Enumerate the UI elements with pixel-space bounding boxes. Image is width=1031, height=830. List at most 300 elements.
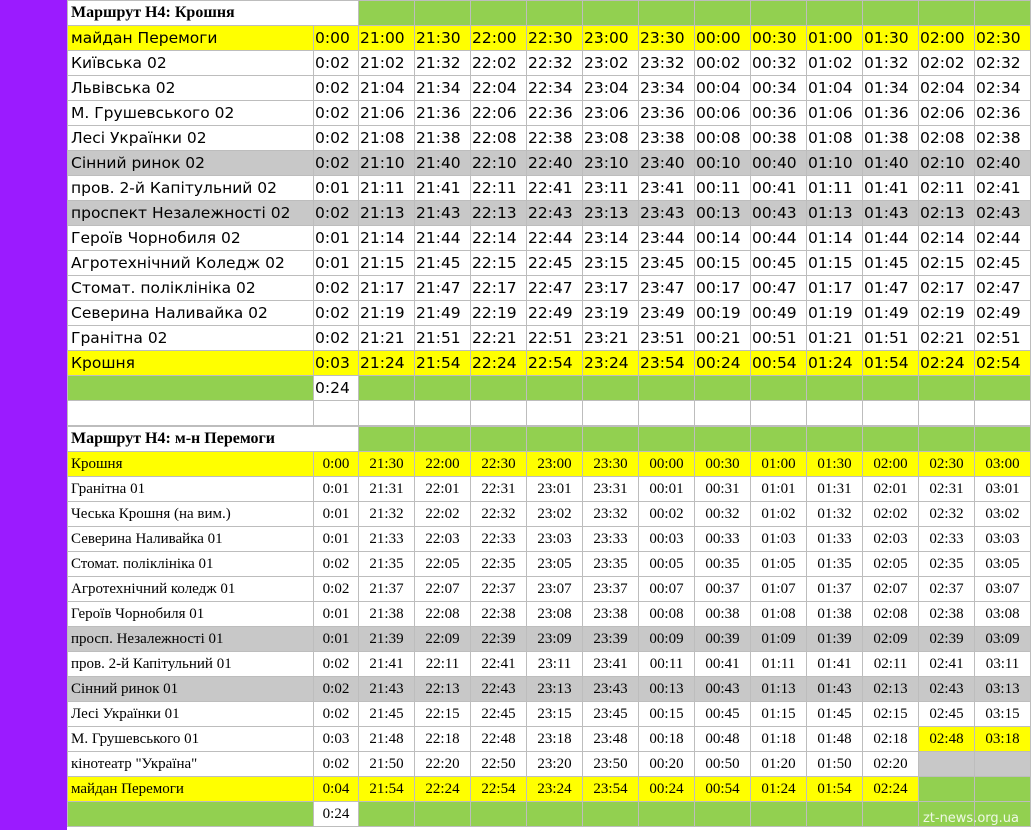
stop-interval: 0:01 xyxy=(314,477,359,502)
departure-time: 23:36 xyxy=(639,101,695,126)
departure-time: 02:08 xyxy=(863,602,919,627)
departure-time: 02:10 xyxy=(919,151,975,176)
departure-time: 02:40 xyxy=(975,151,1031,176)
departure-time: 01:07 xyxy=(751,577,807,602)
stop-interval: 0:02 xyxy=(314,702,359,727)
stop-row xyxy=(68,527,1031,552)
stop-row xyxy=(68,502,1031,527)
stop-name: Крошня xyxy=(68,351,314,376)
stop-name: Лесі Українки 02 xyxy=(68,126,314,151)
stop-name: майдан Перемоги xyxy=(68,777,314,802)
departure-time: 00:14 xyxy=(695,226,751,251)
departure-time: 23:02 xyxy=(527,502,583,527)
total-cell xyxy=(639,376,695,401)
route1-table xyxy=(67,0,1031,426)
departure-time: 23:33 xyxy=(583,527,639,552)
departure-time: 02:48 xyxy=(919,727,975,752)
departure-time: 22:18 xyxy=(415,727,471,752)
stop-row xyxy=(68,176,1031,201)
stop-name: Героїв Чорнобиля 01 xyxy=(68,602,314,627)
departure-time: 01:49 xyxy=(863,301,919,326)
stop-row xyxy=(68,151,1031,176)
departure-time: 23:30 xyxy=(583,452,639,477)
departure-time: 23:34 xyxy=(639,76,695,101)
departure-time: 02:05 xyxy=(863,552,919,577)
departure-time: 22:50 xyxy=(471,752,527,777)
departure-time: 00:38 xyxy=(695,602,751,627)
header-cell xyxy=(807,1,863,26)
header-cell xyxy=(975,427,1031,452)
stop-name: Лесі Українки 01 xyxy=(68,702,314,727)
departure-time: 21:34 xyxy=(415,76,471,101)
departure-time: 00:43 xyxy=(751,201,807,226)
departure-time: 21:39 xyxy=(359,627,415,652)
departure-time: 02:30 xyxy=(919,452,975,477)
departure-time: 01:08 xyxy=(807,126,863,151)
departure-time: 02:43 xyxy=(919,677,975,702)
departure-time: 03:02 xyxy=(975,502,1031,527)
departure-time: 23:10 xyxy=(583,151,639,176)
departure-time: 23:13 xyxy=(527,677,583,702)
departure-time: 00:24 xyxy=(695,351,751,376)
departure-time: 01:02 xyxy=(751,502,807,527)
stop-name: майдан Перемоги xyxy=(68,26,314,51)
stop-row xyxy=(68,677,1031,702)
departure-time: 21:21 xyxy=(359,326,415,351)
stop-interval: 0:00 xyxy=(314,26,359,51)
departure-time: 22:15 xyxy=(471,251,527,276)
stop-interval: 0:01 xyxy=(314,627,359,652)
stop-row xyxy=(68,251,1031,276)
departure-time: 00:31 xyxy=(695,477,751,502)
departure-time: 01:44 xyxy=(863,226,919,251)
departure-time: 23:04 xyxy=(583,76,639,101)
total-cell xyxy=(751,376,807,401)
departure-time: 23:21 xyxy=(583,326,639,351)
spreadsheet xyxy=(67,0,1031,827)
departure-time: 21:54 xyxy=(359,777,415,802)
departure-time: 02:47 xyxy=(975,276,1031,301)
departure-time: 00:08 xyxy=(639,602,695,627)
departure-time: 23:15 xyxy=(527,702,583,727)
departure-time: 00:37 xyxy=(695,577,751,602)
departure-time: 03:01 xyxy=(975,477,1031,502)
departure-time: 23:24 xyxy=(583,351,639,376)
stop-row xyxy=(68,777,1031,802)
departure-time: 21:08 xyxy=(359,126,415,151)
departure-time: 01:11 xyxy=(751,652,807,677)
departure-time: 00:34 xyxy=(751,76,807,101)
departure-time: 00:06 xyxy=(695,101,751,126)
departure-time: 23:54 xyxy=(639,351,695,376)
departure-time: 22:19 xyxy=(471,301,527,326)
departure-time: 21:47 xyxy=(415,276,471,301)
departure-time: 01:04 xyxy=(807,76,863,101)
departure-time: 23:45 xyxy=(583,702,639,727)
departure-time: 02:04 xyxy=(919,76,975,101)
departure-time: 02:38 xyxy=(975,126,1031,151)
stop-name: пров. 2-й Капітульний 02 xyxy=(68,176,314,201)
stop-name: Чеська Крошня (на вим.) xyxy=(68,502,314,527)
stop-interval: 0:04 xyxy=(314,777,359,802)
total-cell xyxy=(527,376,583,401)
stop-interval: 0:01 xyxy=(314,502,359,527)
departure-time: 00:30 xyxy=(695,452,751,477)
departure-time: 02:15 xyxy=(919,251,975,276)
departure-time xyxy=(975,752,1031,777)
departure-time: 00:44 xyxy=(751,226,807,251)
departure-time: 01:03 xyxy=(751,527,807,552)
departure-time: 02:17 xyxy=(919,276,975,301)
departure-time: 00:04 xyxy=(695,76,751,101)
stop-row xyxy=(68,26,1031,51)
departure-time: 01:45 xyxy=(807,702,863,727)
stop-row xyxy=(68,602,1031,627)
departure-time: 03:03 xyxy=(975,527,1031,552)
departure-time: 00:19 xyxy=(695,301,751,326)
departure-time: 02:39 xyxy=(919,627,975,652)
stop-name: М. Грушевського 01 xyxy=(68,727,314,752)
departure-time: 02:41 xyxy=(919,652,975,677)
departure-time: 21:48 xyxy=(359,727,415,752)
departure-time: 21:51 xyxy=(415,326,471,351)
stop-interval: 0:01 xyxy=(314,251,359,276)
departure-time: 02:18 xyxy=(863,727,919,752)
departure-time: 22:10 xyxy=(471,151,527,176)
departure-time: 00:00 xyxy=(695,26,751,51)
stop-interval: 0:02 xyxy=(314,326,359,351)
departure-time: 21:45 xyxy=(415,251,471,276)
departure-time: 22:02 xyxy=(471,51,527,76)
departure-time: 21:36 xyxy=(415,101,471,126)
total-cell xyxy=(863,802,919,827)
total-cell xyxy=(471,376,527,401)
stop-interval: 0:01 xyxy=(314,602,359,627)
departure-time: 00:00 xyxy=(639,452,695,477)
departure-time: 03:08 xyxy=(975,602,1031,627)
departure-time: 21:41 xyxy=(359,652,415,677)
departure-time: 01:50 xyxy=(807,752,863,777)
stop-row xyxy=(68,452,1031,477)
departure-time: 22:20 xyxy=(415,752,471,777)
departure-time: 21:43 xyxy=(415,201,471,226)
stop-interval: 0:02 xyxy=(314,652,359,677)
stop-interval: 0:02 xyxy=(314,677,359,702)
stop-row xyxy=(68,101,1031,126)
departure-time: 01:24 xyxy=(751,777,807,802)
departure-time: 22:32 xyxy=(471,502,527,527)
departure-time: 22:38 xyxy=(527,126,583,151)
departure-time: 22:45 xyxy=(471,702,527,727)
departure-time: 21:15 xyxy=(359,251,415,276)
departure-time: 02:02 xyxy=(863,502,919,527)
departure-time: 00:30 xyxy=(751,26,807,51)
departure-time: 22:08 xyxy=(415,602,471,627)
departure-time: 23:31 xyxy=(583,477,639,502)
stop-row xyxy=(68,477,1031,502)
departure-time: 01:18 xyxy=(751,727,807,752)
header-cell xyxy=(639,427,695,452)
departure-time: 01:47 xyxy=(863,276,919,301)
departure-time: 23:08 xyxy=(583,126,639,151)
stop-name: Київська 02 xyxy=(68,51,314,76)
departure-time: 21:13 xyxy=(359,201,415,226)
departure-time: 00:54 xyxy=(751,351,807,376)
departure-time: 23:40 xyxy=(639,151,695,176)
departure-time: 02:09 xyxy=(863,627,919,652)
stop-name: Агротехнічний Коледж 02 xyxy=(68,251,314,276)
left-color-band xyxy=(0,0,67,830)
stop-row xyxy=(68,652,1031,677)
departure-time: 02:54 xyxy=(975,351,1031,376)
departure-time: 22:40 xyxy=(527,151,583,176)
departure-time: 22:00 xyxy=(471,26,527,51)
departure-time: 22:38 xyxy=(471,602,527,627)
departure-time: 21:32 xyxy=(415,51,471,76)
departure-time: 02:13 xyxy=(863,677,919,702)
departure-time: 02:20 xyxy=(863,752,919,777)
spacer-cell xyxy=(863,401,919,426)
departure-time: 02:24 xyxy=(863,777,919,802)
departure-time: 23:38 xyxy=(639,126,695,151)
departure-time: 00:01 xyxy=(639,477,695,502)
departure-time: 02:45 xyxy=(919,702,975,727)
departure-time: 01:38 xyxy=(863,126,919,151)
departure-time: 02:30 xyxy=(975,26,1031,51)
departure-time: 02:21 xyxy=(919,326,975,351)
stop-name: проспект Незалежності 02 xyxy=(68,201,314,226)
departure-time: 22:41 xyxy=(471,652,527,677)
departure-time: 01:10 xyxy=(807,151,863,176)
departure-time: 21:43 xyxy=(359,677,415,702)
header-cell xyxy=(527,1,583,26)
departure-time: 23:43 xyxy=(583,677,639,702)
departure-time: 01:08 xyxy=(751,602,807,627)
departure-time: 22:01 xyxy=(415,477,471,502)
header-cell xyxy=(583,427,639,452)
departure-time: 02:19 xyxy=(919,301,975,326)
departure-time: 02:08 xyxy=(919,126,975,151)
departure-time: 03:07 xyxy=(975,577,1031,602)
departure-time: 02:02 xyxy=(919,51,975,76)
departure-time: 21:30 xyxy=(415,26,471,51)
departure-time: 01:15 xyxy=(807,251,863,276)
departure-time: 21:19 xyxy=(359,301,415,326)
departure-time: 22:05 xyxy=(415,552,471,577)
stop-row xyxy=(68,226,1031,251)
departure-time: 23:24 xyxy=(527,777,583,802)
departure-time: 02:33 xyxy=(919,527,975,552)
stop-interval: 0:02 xyxy=(314,577,359,602)
departure-time: 02:11 xyxy=(919,176,975,201)
departure-time: 22:24 xyxy=(415,777,471,802)
departure-time: 21:45 xyxy=(359,702,415,727)
departure-time: 22:00 xyxy=(415,452,471,477)
departure-time: 21:41 xyxy=(415,176,471,201)
header-cell xyxy=(751,1,807,26)
stop-name: просп. Незалежності 01 xyxy=(68,627,314,652)
departure-time: 23:32 xyxy=(639,51,695,76)
departure-time: 01:13 xyxy=(807,201,863,226)
departure-time: 02:45 xyxy=(975,251,1031,276)
departure-time: 22:11 xyxy=(415,652,471,677)
departure-time: 23:00 xyxy=(583,26,639,51)
departure-time: 23:32 xyxy=(583,502,639,527)
departure-time: 23:18 xyxy=(527,727,583,752)
departure-time: 01:09 xyxy=(751,627,807,652)
stop-interval: 0:02 xyxy=(314,101,359,126)
departure-time: 02:43 xyxy=(975,201,1031,226)
stop-interval: 0:02 xyxy=(314,752,359,777)
stop-name: Северина Наливайка 01 xyxy=(68,527,314,552)
departure-time: 21:06 xyxy=(359,101,415,126)
departure-time: 00:38 xyxy=(751,126,807,151)
stop-name: Северина Наливайка 02 xyxy=(68,301,314,326)
header-cell xyxy=(527,427,583,452)
departure-time: 01:36 xyxy=(863,101,919,126)
stop-interval: 0:01 xyxy=(314,527,359,552)
total-cell xyxy=(639,802,695,827)
header-cell xyxy=(751,427,807,452)
departure-time: 00:35 xyxy=(695,552,751,577)
total-cell xyxy=(751,802,807,827)
header-cell xyxy=(919,427,975,452)
departure-time: 22:35 xyxy=(471,552,527,577)
departure-time: 21:04 xyxy=(359,76,415,101)
departure-time: 21:17 xyxy=(359,276,415,301)
departure-time: 01:14 xyxy=(807,226,863,251)
total-duration: 0:24 xyxy=(314,376,359,401)
departure-time: 02:24 xyxy=(919,351,975,376)
departure-time: 00:17 xyxy=(695,276,751,301)
stop-interval: 0:02 xyxy=(314,151,359,176)
departure-time: 01:54 xyxy=(863,351,919,376)
departure-time: 01:20 xyxy=(751,752,807,777)
departure-time: 22:31 xyxy=(471,477,527,502)
spacer-cell xyxy=(527,401,583,426)
departure-time: 00:13 xyxy=(695,201,751,226)
departure-time: 21:40 xyxy=(415,151,471,176)
total-cell xyxy=(695,802,751,827)
departure-time: 00:45 xyxy=(751,251,807,276)
stop-row xyxy=(68,201,1031,226)
stop-row xyxy=(68,552,1031,577)
departure-time: 01:34 xyxy=(863,76,919,101)
departure-time: 22:43 xyxy=(471,677,527,702)
departure-time: 21:54 xyxy=(415,351,471,376)
departure-time: 23:01 xyxy=(527,477,583,502)
total-cell xyxy=(415,802,471,827)
departure-time: 02:01 xyxy=(863,477,919,502)
departure-time: 22:08 xyxy=(471,126,527,151)
departure-time: 23:00 xyxy=(527,452,583,477)
stop-row xyxy=(68,126,1031,151)
departure-time: 22:07 xyxy=(415,577,471,602)
departure-time: 23:41 xyxy=(583,652,639,677)
departure-time: 21:31 xyxy=(359,477,415,502)
departure-time: 21:10 xyxy=(359,151,415,176)
total-cell xyxy=(807,376,863,401)
departure-time: 00:11 xyxy=(695,176,751,201)
departure-time: 23:30 xyxy=(639,26,695,51)
departure-time: 22:02 xyxy=(415,502,471,527)
departure-time: 23:37 xyxy=(583,577,639,602)
departure-time: 21:38 xyxy=(415,126,471,151)
departure-time: 21:00 xyxy=(359,26,415,51)
departure-time: 22:33 xyxy=(471,527,527,552)
stop-interval: 0:03 xyxy=(314,351,359,376)
departure-time: 01:31 xyxy=(807,477,863,502)
departure-time: 21:44 xyxy=(415,226,471,251)
spacer-cell xyxy=(471,401,527,426)
total-cell xyxy=(975,376,1031,401)
departure-time: 02:00 xyxy=(863,452,919,477)
departure-time: 22:39 xyxy=(471,627,527,652)
total-cell xyxy=(583,376,639,401)
departure-time: 22:13 xyxy=(415,677,471,702)
departure-time: 22:11 xyxy=(471,176,527,201)
departure-time: 22:21 xyxy=(471,326,527,351)
departure-time: 01:05 xyxy=(751,552,807,577)
header-cell xyxy=(415,1,471,26)
departure-time: 22:45 xyxy=(527,251,583,276)
total-cell xyxy=(583,802,639,827)
stop-row xyxy=(68,76,1031,101)
departure-time: 02:37 xyxy=(919,577,975,602)
departure-time: 22:32 xyxy=(527,51,583,76)
stop-name: кінотеатр "Україна" xyxy=(68,752,314,777)
stop-row xyxy=(68,752,1031,777)
departure-time: 01:38 xyxy=(807,602,863,627)
stop-row xyxy=(68,727,1031,752)
departure-time: 01:32 xyxy=(863,51,919,76)
departure-time: 22:54 xyxy=(527,351,583,376)
spacer-cell xyxy=(807,401,863,426)
spacer-cell xyxy=(751,401,807,426)
departure-time: 23:15 xyxy=(583,251,639,276)
header-cell xyxy=(695,427,751,452)
departure-time: 23:17 xyxy=(583,276,639,301)
departure-time: 02:06 xyxy=(919,101,975,126)
departure-time: 22:30 xyxy=(471,452,527,477)
departure-time: 22:14 xyxy=(471,226,527,251)
departure-time: 23:03 xyxy=(527,527,583,552)
stop-name: Крошня xyxy=(68,452,314,477)
departure-time: 00:05 xyxy=(639,552,695,577)
departure-time: 02:15 xyxy=(863,702,919,727)
departure-time: 23:08 xyxy=(527,602,583,627)
stop-name: Гранітна 02 xyxy=(68,326,314,351)
stop-name: Львівська 02 xyxy=(68,76,314,101)
total-label xyxy=(68,802,314,827)
header-cell xyxy=(863,1,919,26)
spacer-cell xyxy=(583,401,639,426)
departure-time: 01:54 xyxy=(807,777,863,802)
departure-time: 01:13 xyxy=(751,677,807,702)
departure-time: 00:03 xyxy=(639,527,695,552)
stop-interval: 0:02 xyxy=(314,276,359,301)
stop-row xyxy=(68,301,1031,326)
departure-time: 23:02 xyxy=(583,51,639,76)
departure-time: 02:41 xyxy=(975,176,1031,201)
departure-time: 02:38 xyxy=(919,602,975,627)
departure-time: 02:51 xyxy=(975,326,1031,351)
departure-time: 01:41 xyxy=(863,176,919,201)
departure-time: 01:02 xyxy=(807,51,863,76)
departure-time: 23:48 xyxy=(583,727,639,752)
departure-time: 03:13 xyxy=(975,677,1031,702)
header-cell xyxy=(975,1,1031,26)
